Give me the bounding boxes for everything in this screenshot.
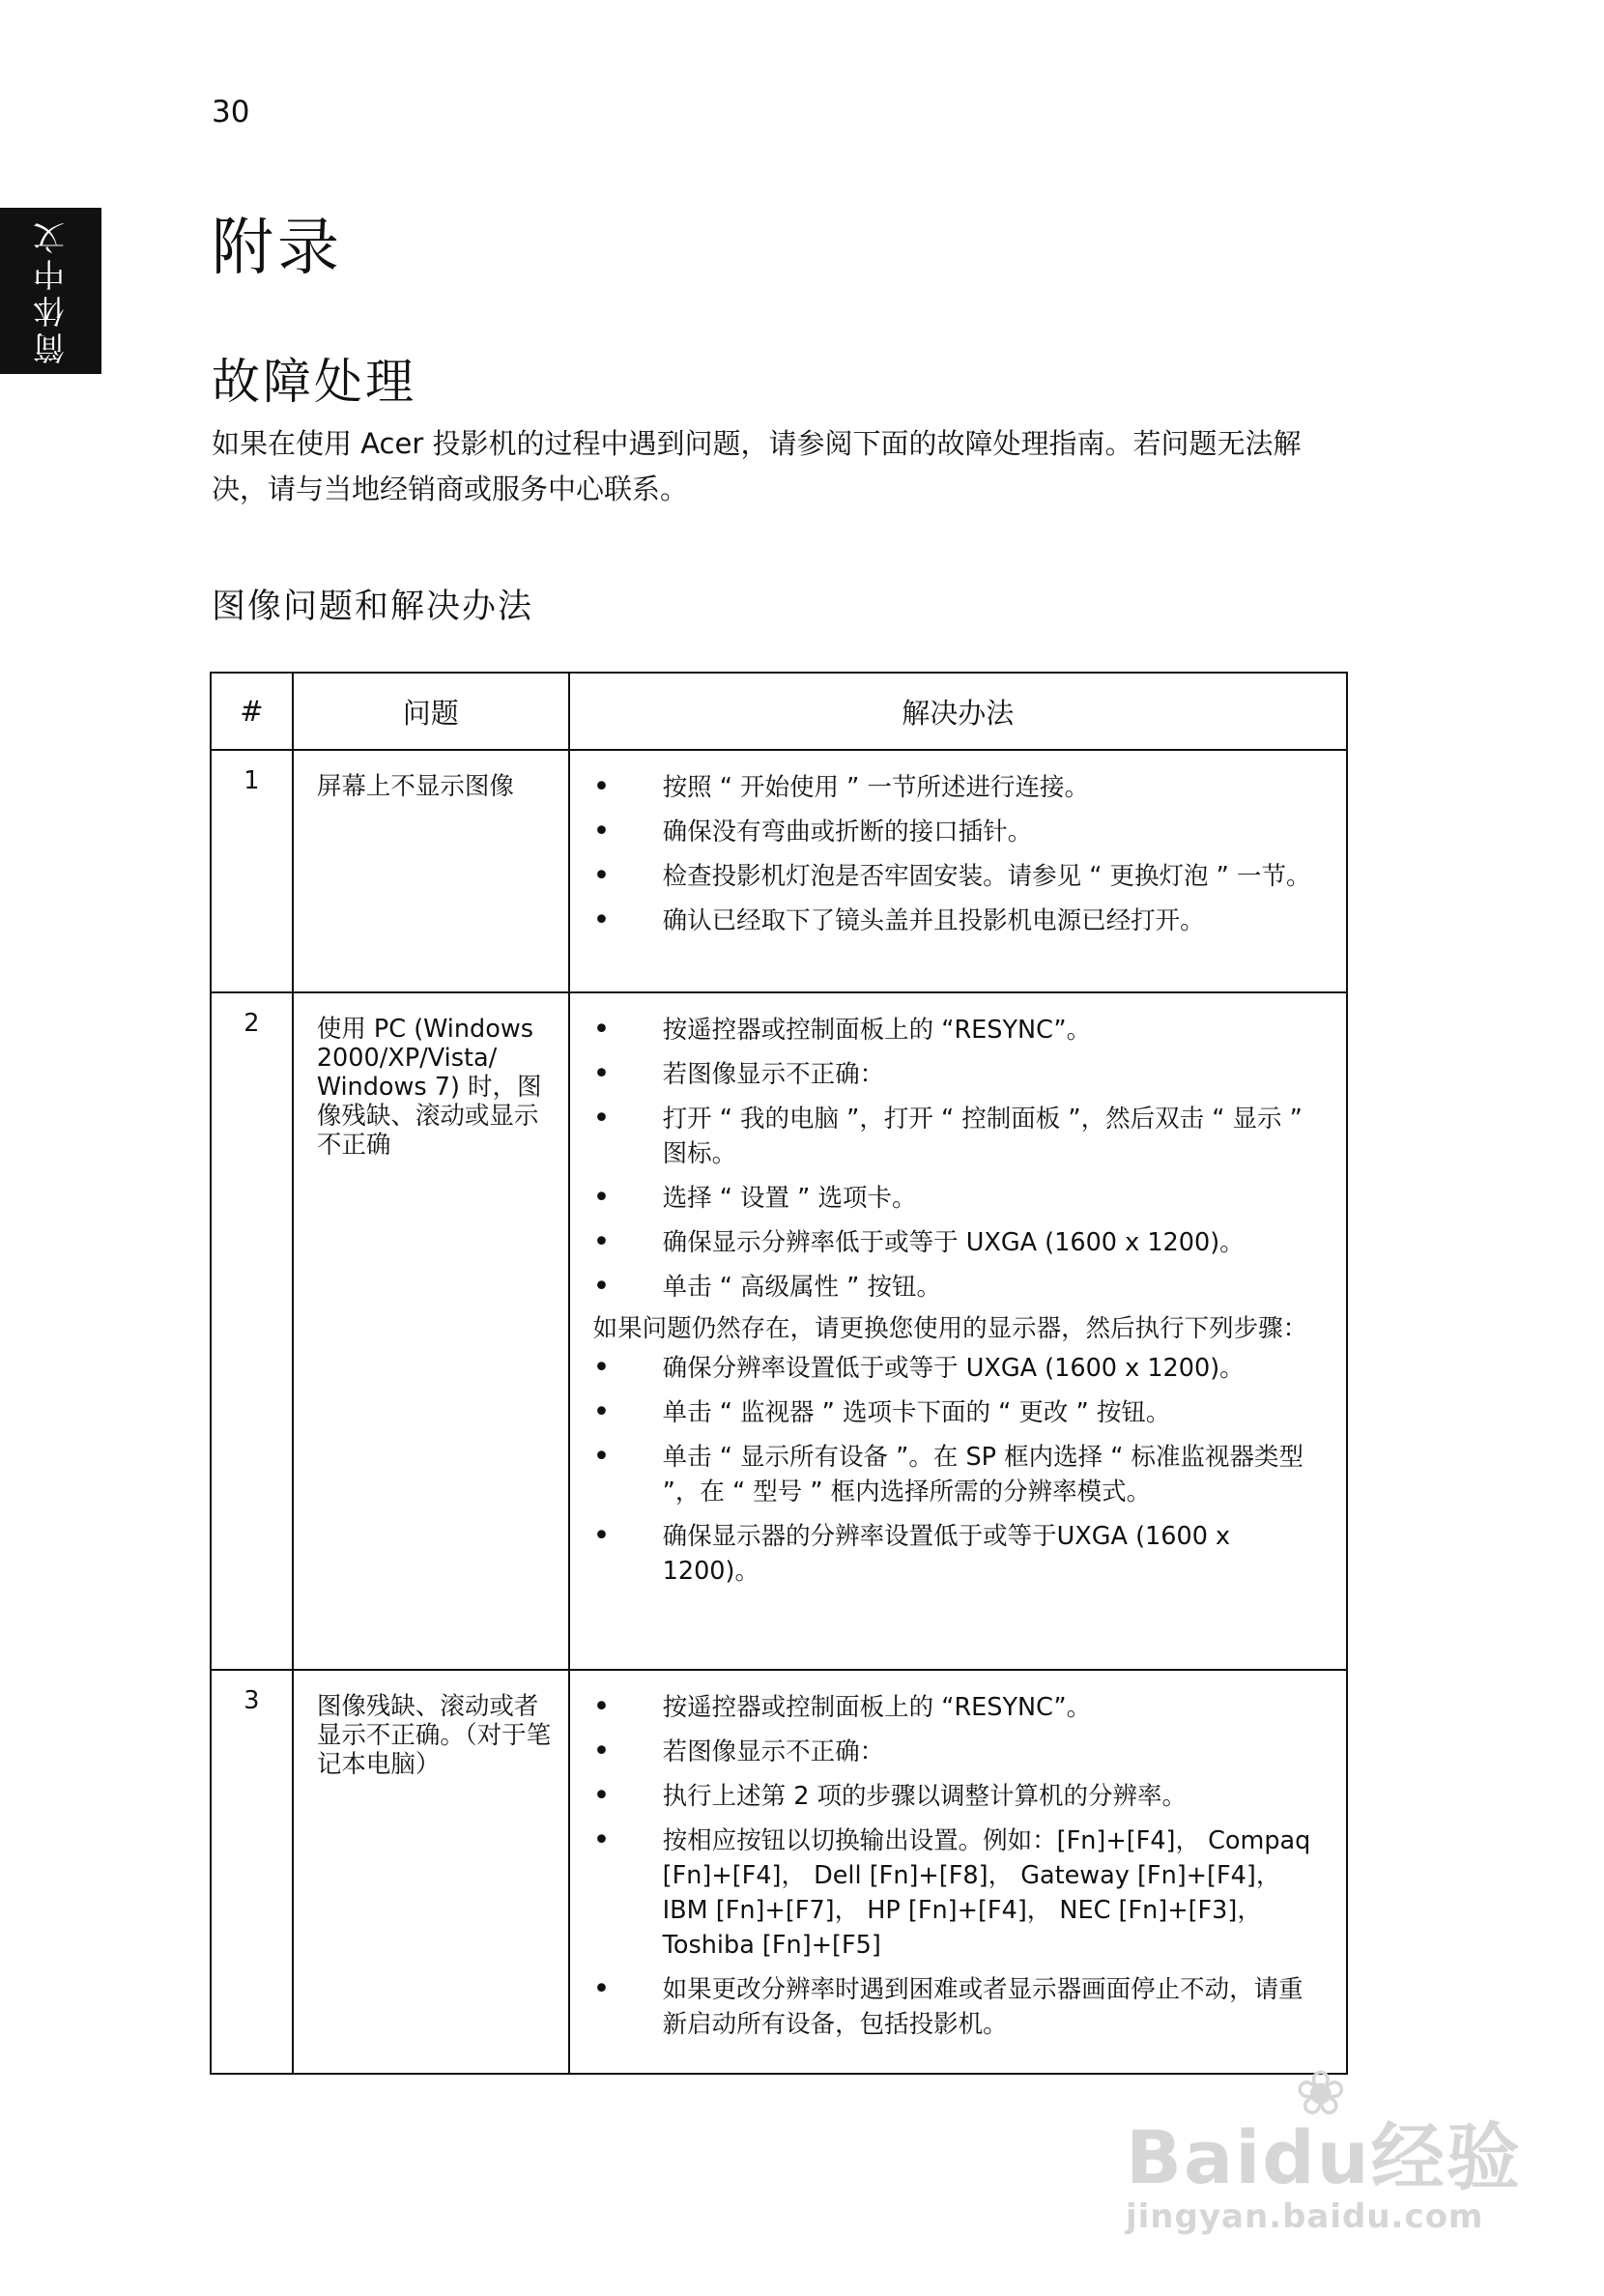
solution-item: • 按遥控器或控制面板上的 “RESYNC”。 xyxy=(593,1690,1327,1725)
sub-solution-item: • 执行上述第 2 项的步骤以调整计算机的分辨率。 xyxy=(593,1779,1327,1814)
table-header-row xyxy=(211,673,1347,750)
subsection-title: 图像问题和解决办法 xyxy=(212,588,534,626)
sub-solution-item: • 单击 “ 监视器 ” 选项卡下面的 “ 更改 ” 按钮。 xyxy=(593,1395,1327,1430)
solution-item-text: 若图像显示不正确： xyxy=(662,1060,885,1089)
solution-item: • 检查投影机灯泡是否牢固安装。请参见 “ 更换灯泡 ” 一节。 xyxy=(593,859,1327,894)
solution-item: • 按照 “ 开始使用 ” 一节所述进行连接。 xyxy=(593,770,1327,805)
language-side-tab xyxy=(0,208,101,374)
sub-solution-item: • 选择 “ 设置 ” 选项卡。 xyxy=(593,1181,1327,1216)
sub-solution-item: • 确保显示器的分辨率设置低于或等于UXGA (1600 x 1200)。 xyxy=(593,1519,1327,1589)
row-problem: 图像残缺、滚动或者显示不正确。（对于笔记本电脑） xyxy=(293,1670,569,2074)
chapter-title: 附录 xyxy=(212,213,343,284)
header-solution: 解决办法 xyxy=(569,673,1347,750)
table-row xyxy=(211,1670,1347,2074)
row-problem: 使用 PC (Windows 2000/XP/Vista/ Windows 7) 时，图像残缺、滚动或显示不正确 xyxy=(293,992,569,1670)
solution-item: • 按遥控器或控制面板上的 “RESYNC”。 xyxy=(593,1013,1327,1048)
paw-icon: ❀ xyxy=(1295,2058,1347,2130)
solution-item: • 如果更改分辨率时遇到困难或者显示器画面停止不动，请重新启动所有设备，包括投影机。 xyxy=(593,1972,1327,2042)
solution-item xyxy=(593,1735,1327,1769)
row-number: 2 xyxy=(211,992,293,1670)
sub-solution-item: • 单击 “ 显示所有设备 ”。在 SP 框内选择 “ 标准监视器类型 ”，在 “ 型号 ” 框内选择所需的分辨率模式。 xyxy=(593,1440,1327,1509)
watermark-brand: Baidu经验 xyxy=(1126,2114,1522,2200)
solution-item-text: 若图像显示不正确： xyxy=(662,1737,885,1766)
table-row xyxy=(211,750,1347,992)
intro-paragraph: 如果在使用 Acer 投影机的过程中遇到问题，请参阅下面的故障处理指南。若问题无法解决，请与当地经销商或服务中心联系。 xyxy=(212,427,1302,505)
watermark-url: jingyan.baidu.com xyxy=(1126,2197,1484,2236)
sub-solution-item: • 打开 “ 我的电脑 ”，打开 “ 控制面板 ”，然后双击 “ 显示 ” 图标。 xyxy=(593,1102,1327,1171)
sub-solution-item: • 确保显示分辨率低于或等于 UXGA (1600 x 1200)。 xyxy=(593,1225,1327,1260)
sub-solution-item: • 确保分辨率设置低于或等于 UXGA (1600 x 1200)。 xyxy=(593,1351,1327,1386)
solution-note: 如果问题仍然存在，请更换您使用的显示器，然后执行下列步骤： xyxy=(592,1314,1308,1343)
solution-item xyxy=(593,1057,1327,1092)
row-solutions xyxy=(569,1670,1347,2074)
row-solutions xyxy=(569,750,1347,992)
row-problem: 屏幕上不显示图像 xyxy=(293,750,569,992)
solution-item: • 确认已经取下了镜头盖并且投影机电源已经打开。 xyxy=(593,904,1327,938)
sub-solution-item: • 单击 “ 高级属性 ” 按钮。 xyxy=(593,1270,1327,1305)
page-number: 30 xyxy=(212,95,250,129)
troubleshooting-table xyxy=(210,672,1348,2075)
section-title: 故障处理 xyxy=(212,354,416,410)
baidu-watermark xyxy=(1126,2058,1522,2242)
header-number: # xyxy=(211,673,293,750)
solution-item: • 确保没有弯曲或折断的接口插针。 xyxy=(593,815,1327,849)
row-number: 3 xyxy=(211,1670,293,2074)
row-number: 1 xyxy=(211,750,293,992)
table-row xyxy=(211,992,1347,1670)
header-problem: 问题 xyxy=(293,673,569,750)
row-solutions xyxy=(569,992,1347,1670)
sub-solution-item: • 按相应按钮以切换输出设置。例如：[Fn]+[F4]， Compaq [Fn]+[F4]， Dell [Fn]+[F8]， Gateway [Fn]+[F4]， IBM [Fn]+[F7]， HP [Fn]+[F4]， NEC [Fn]+[F3]， Toshiba [Fn]+[F5] xyxy=(593,1823,1327,1963)
side-tab-label: 简体中文 xyxy=(32,217,70,364)
